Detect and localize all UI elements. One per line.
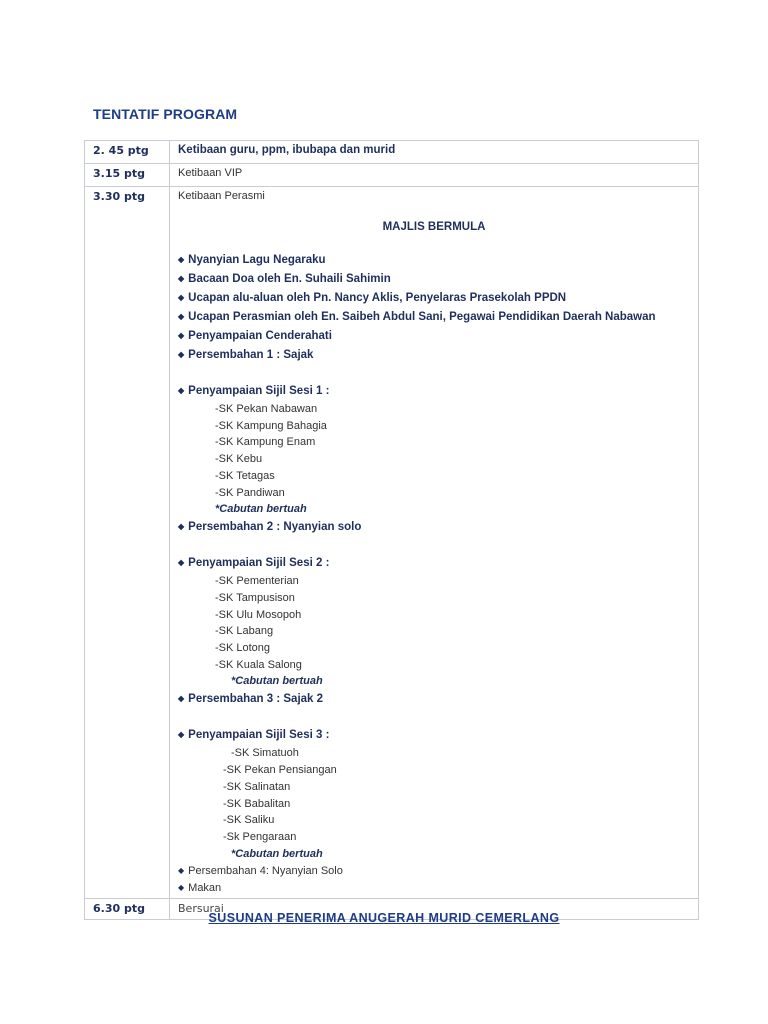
school-item: -SK Saliku: [223, 814, 275, 827]
cabutan-bertuah: *Cabutan bertuah: [231, 847, 323, 860]
diamond-bullet-icon: ◆: [178, 558, 185, 568]
description-cell: Ketibaan guru, ppm, ibubapa dan murid: [170, 141, 699, 164]
diamond-bullet-icon: ◆: [178, 331, 185, 340]
school-item: -SK Babalitan: [223, 797, 291, 810]
list-item: ◆ Penyampaian Cenderahati: [178, 330, 332, 342]
school-item: -SK Kebu: [215, 453, 263, 466]
description-cell: Bersurai: [170, 898, 699, 919]
table-row: [85, 141, 699, 164]
list-item: ◆ Persembahan 1 : Sajak: [178, 349, 314, 361]
list-item: ◆ Bacaan Doa oleh En. Suhaili Sahimin: [178, 273, 391, 285]
list-item: ◆ Makan: [178, 882, 222, 895]
diamond-bullet-icon: ◆: [178, 694, 185, 704]
diamond-bullet-icon: ◆: [178, 522, 185, 532]
school-item: -SK Kampung Enam: [215, 436, 316, 449]
cabutan-bertuah: *Cabutan bertuah: [231, 675, 323, 688]
school-item: -SK Labang: [215, 625, 274, 638]
school-item: -SK Lotong: [215, 642, 271, 655]
time-cell: 3.30 ptg: [85, 187, 170, 899]
section-heading: SUSUNAN PENERIMA ANUGERAH MURID CEMERLANG: [208, 911, 560, 925]
list-item: ◆ Persembahan 3 : Sajak 2: [178, 693, 324, 706]
school-item: -SK Pekan Nabawan: [215, 403, 318, 415]
table-row: [85, 164, 699, 187]
school-item: -Sk Pengaraan: [223, 830, 297, 843]
sesi2-heading: ◆ Penyampaian Sijil Sesi 2 :: [178, 557, 330, 570]
time-cell: 2. 45 ptg: [85, 141, 170, 164]
diamond-bullet-icon: ◆: [178, 883, 185, 893]
school-item: -SK Tetagas: [215, 469, 275, 482]
sesi3-heading: ◆ Penyampaian Sijil Sesi 3 :: [178, 729, 330, 742]
school-item: -SK Ulu Mosopoh: [215, 608, 302, 621]
school-item: -SK Tampusison: [215, 591, 295, 604]
list-item: ◆ Ucapan Perasmian oleh En. Saibeh Abdul Sani, Pegawai Pendidikan Daerah Nabawan: [178, 311, 656, 323]
table-row: [85, 187, 699, 899]
list-item: ◆ Persembahan 2 : Nyanyian solo: [178, 521, 362, 534]
list-item: ◆ Ucapan alu-aluan oleh Pn. Nancy Aklis, Penyelaras Prasekolah PPDN: [178, 292, 567, 304]
school-item: -SK Simatuoh: [231, 747, 299, 760]
diamond-bullet-icon: ◆: [178, 293, 185, 302]
diamond-bullet-icon: ◆: [178, 730, 185, 740]
school-item: -SK Pementerian: [215, 575, 299, 588]
school-item: -SK Salinatan: [223, 780, 291, 793]
list-item: ◆ Nyanyian Lagu Negaraku: [178, 254, 326, 266]
school-item: -SK Pekan Pensiangan: [223, 764, 337, 777]
diamond-bullet-icon: ◆: [178, 274, 185, 283]
diamond-bullet-icon: ◆: [178, 312, 185, 321]
school-item: -SK Pandiwan: [215, 486, 285, 499]
ketibaan-perasmi: Ketibaan Perasmi: [178, 190, 265, 202]
diamond-bullet-icon: ◆: [178, 865, 185, 875]
opening-list: [178, 251, 698, 365]
school-item: -SK Kampung Bahagia: [215, 419, 327, 432]
school-item: -SK Kuala Salong: [215, 658, 302, 671]
diamond-bullet-icon: ◆: [178, 350, 185, 359]
majlis-heading: MAJLIS BERMULA: [382, 221, 486, 233]
list-item: ◆ Persembahan 4: Nyanyian Solo: [178, 864, 343, 877]
cabutan-bertuah: *Cabutan bertuah: [215, 503, 307, 516]
description-cell: [170, 187, 699, 899]
time-cell: 3.15 ptg: [85, 164, 170, 187]
time-cell: 6.30 ptg: [85, 898, 170, 919]
sesi1-heading: ◆ Penyampaian Sijil Sesi 1 :: [178, 385, 330, 397]
page-title: TENTATIF PROGRAM: [93, 106, 238, 122]
program-table: [84, 140, 699, 920]
description-cell: Ketibaan VIP: [170, 164, 699, 187]
diamond-bullet-icon: ◆: [178, 255, 185, 264]
diamond-bullet-icon: ◆: [178, 386, 185, 395]
